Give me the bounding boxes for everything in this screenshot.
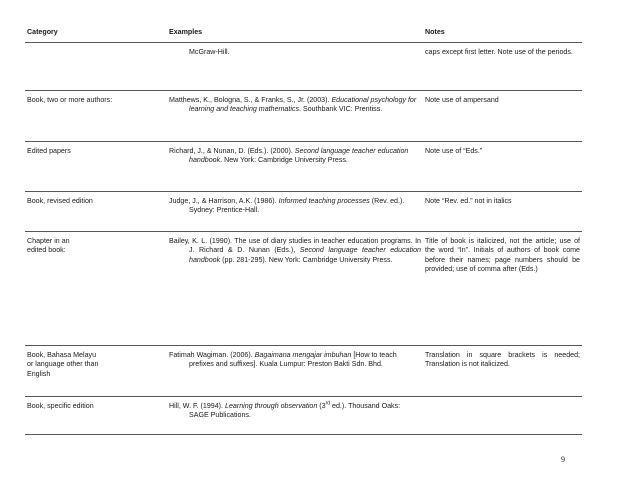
notes-cell: Note use of ampersand	[423, 90, 582, 141]
table-header-row	[25, 23, 582, 42]
examples-cell: Matthews, K., Bologna, S., & Franks, S., Jr. (2003). Educational psychology for learning and teaching mathematics. Southbank VIC: Prentiss.	[167, 90, 423, 141]
reference-style-table	[25, 23, 582, 435]
notes-cell: Note “Rev. ed.” not in italics	[423, 191, 582, 231]
table-row	[25, 191, 582, 231]
header-notes: Notes	[423, 23, 582, 42]
category-cell: Book, revised edition	[25, 191, 167, 231]
table-row	[25, 396, 582, 434]
table-row	[25, 42, 582, 90]
examples-cell: Judge, J., & Harrison, A.K. (1986). Informed teaching processes (Rev. ed.). Sydney: Prentice-Hall.	[167, 191, 423, 231]
notes-cell: Note use of “Eds.”	[423, 141, 582, 191]
category-cell: Chapter in an edited book:	[25, 231, 167, 345]
header-category: Category	[25, 23, 167, 42]
table-row	[25, 141, 582, 191]
examples-cell: Fatimah Wagiman. (2006). Bagaimana mengajar imbuhan [How to teach prefixes and suffixes]. Kuala Lumpur: Preston Bakti Sdn. Bhd.	[167, 345, 423, 396]
table-row	[25, 90, 582, 141]
table-row	[25, 231, 582, 345]
notes-cell: Translation in square brackets is needed; Translation is not italicized.	[423, 345, 582, 396]
header-examples: Examples	[167, 23, 423, 42]
category-cell: Book, specific edition	[25, 396, 167, 434]
page-number: 9	[561, 455, 565, 464]
category-cell	[25, 42, 167, 90]
category-cell: Book, Bahasa Melayu or language other than English	[25, 345, 167, 396]
notes-cell: Title of book is italicized, not the article; use of the word “In”. Initials of authors of book come before their names; page numbers should be provided; use of comma after (Eds.)	[423, 231, 582, 345]
examples-cell: Hill, W. F. (1994). Learning through observation (3rd ed.). Thousand Oaks: SAGE Publications.	[167, 396, 423, 434]
category-cell: Edited papers	[25, 141, 167, 191]
examples-cell: Richard, J., & Nunan, D. (Eds.). (2000). Second language teacher education handbook. New York: Cambridge University Press.	[167, 141, 423, 191]
category-cell: Book, two or more authors:	[25, 90, 167, 141]
examples-cell: Bailey, K. L. (1990). The use of diary studies in teacher education programs. In J. Richard & D. Nunan (Eds.), Second language teacher education handbook (pp. 281-295). New York: Cambridge University Press.	[167, 231, 423, 345]
table-row	[25, 345, 582, 396]
examples-cell: McGraw-Hill.	[167, 42, 423, 90]
notes-cell	[423, 396, 582, 434]
notes-cell: caps except first letter. Note use of the periods.	[423, 42, 582, 90]
